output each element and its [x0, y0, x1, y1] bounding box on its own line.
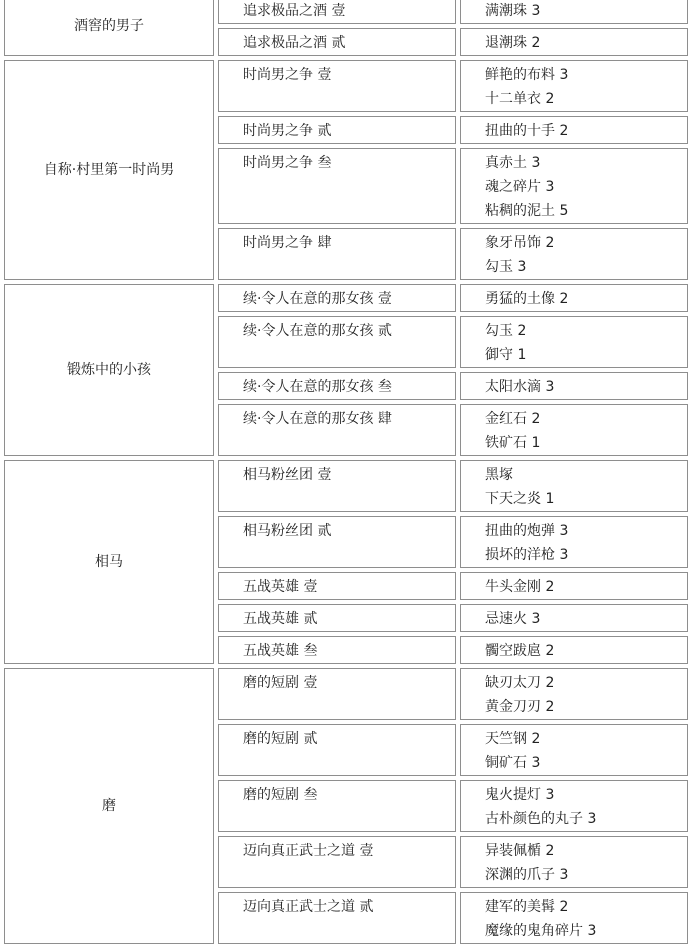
- npc-cell: [4, 0, 214, 56]
- required-item: 下天之炎 1: [485, 491, 555, 507]
- required-items-cell: [460, 572, 688, 600]
- quest-name: 五战英雄 贰: [243, 611, 318, 627]
- required-item: 勾玉 2: [485, 323, 527, 339]
- quest-name: 相马粉丝团 壹: [243, 467, 332, 483]
- quest-name-cell: [218, 516, 456, 568]
- npc-name: 相马: [95, 554, 123, 570]
- required-items-cell: [460, 892, 688, 944]
- npc-name: 锻炼中的小孩: [67, 362, 151, 378]
- required-items-cell: [460, 636, 688, 664]
- required-items-cell: [460, 148, 688, 224]
- quest-name-cell: [218, 668, 456, 720]
- required-item: 扭曲的十手 2: [485, 123, 569, 139]
- quest-name-cell: [218, 316, 456, 368]
- quest-name: 迈向真正武士之道 贰: [243, 899, 374, 915]
- quest-name: 磨的短剧 贰: [243, 731, 318, 747]
- quest-name-cell: [218, 60, 456, 112]
- quest-name: 时尚男之争 壹: [243, 67, 332, 83]
- required-item: 忌速火 3: [485, 611, 541, 627]
- npc-cell: [4, 460, 214, 664]
- quest-name-cell: [218, 148, 456, 224]
- required-item: 缺刃太刀 2: [485, 675, 555, 691]
- required-item: 古朴颜色的丸子 3: [485, 811, 597, 827]
- required-item: 勇猛的土像 2: [485, 291, 569, 307]
- npc-cell: [4, 284, 214, 456]
- required-item: 深渊的爪子 3: [485, 867, 569, 883]
- quest-name-cell: [218, 0, 456, 24]
- required-item: 铁矿石 1: [485, 435, 541, 451]
- required-item: 建军的美髯 2: [485, 899, 569, 915]
- quest-name: 时尚男之争 叁: [243, 155, 332, 171]
- quest-name-cell: [218, 724, 456, 776]
- required-item: 真赤土 3: [485, 155, 541, 171]
- required-item: 粘稠的泥土 5: [485, 203, 569, 219]
- npc-cell: [4, 668, 214, 944]
- npc-name: 酒窖的男子: [74, 18, 144, 34]
- required-items-cell: [460, 372, 688, 400]
- quest-name: 续·令人在意的那女孩 肆: [243, 411, 392, 427]
- quest-name: 续·令人在意的那女孩 壹: [243, 291, 392, 307]
- required-item: 十二单衣 2: [485, 91, 555, 107]
- required-items-cell: [460, 228, 688, 280]
- required-item: 御守 1: [485, 347, 527, 363]
- required-item: 满潮珠 3: [485, 3, 541, 19]
- required-item: 金红石 2: [485, 411, 541, 427]
- required-items-cell: [460, 28, 688, 56]
- quest-name-cell: [218, 28, 456, 56]
- required-items-cell: [460, 724, 688, 776]
- quest-name-cell: [218, 372, 456, 400]
- quest-name: 续·令人在意的那女孩 叁: [243, 379, 392, 395]
- quest-name: 时尚男之争 肆: [243, 235, 332, 251]
- required-item: 魂之碎片 3: [485, 179, 555, 195]
- required-items-cell: [460, 284, 688, 312]
- quest-name-cell: [218, 284, 456, 312]
- required-items-cell: [460, 668, 688, 720]
- required-item: 鲜艳的布料 3: [485, 67, 569, 83]
- required-items-cell: [460, 836, 688, 888]
- required-item: 天竺钢 2: [485, 731, 541, 747]
- quest-name: 迈向真正武士之道 壹: [243, 843, 374, 859]
- quest-name: 时尚男之争 贰: [243, 123, 332, 139]
- quest-name: 五战英雄 叁: [243, 643, 318, 659]
- required-items-cell: [460, 60, 688, 112]
- npc-name: 磨: [102, 798, 116, 814]
- quest-name-cell: [218, 572, 456, 600]
- required-item: 扭曲的炮弹 3: [485, 523, 569, 539]
- required-items-cell: [460, 0, 688, 24]
- required-item: 异装佩楯 2: [485, 843, 555, 859]
- required-items-cell: [460, 404, 688, 456]
- quest-name-cell: [218, 116, 456, 144]
- npc-name: 自称·村里第一时尚男: [43, 162, 175, 178]
- required-items-cell: [460, 460, 688, 512]
- required-item: 铜矿石 3: [485, 755, 541, 771]
- required-items-cell: [460, 116, 688, 144]
- quest-name-cell: [218, 836, 456, 888]
- required-item: 损坏的洋枪 3: [485, 547, 569, 563]
- quest-name-cell: [218, 892, 456, 944]
- quest-name-cell: [218, 780, 456, 832]
- quest-name: 追求极品之酒 贰: [243, 35, 346, 51]
- quest-name-cell: [218, 404, 456, 456]
- required-item: 黑塚: [485, 467, 513, 483]
- npc-cell: [4, 60, 214, 280]
- quest-name: 续·令人在意的那女孩 贰: [243, 323, 392, 339]
- required-items-cell: [460, 780, 688, 832]
- required-item: 象牙吊饰 2: [485, 235, 555, 251]
- required-items-cell: [460, 316, 688, 368]
- quest-name: 磨的短剧 叁: [243, 787, 318, 803]
- quest-name: 五战英雄 壹: [243, 579, 318, 595]
- required-items-cell: [460, 604, 688, 632]
- quest-name: 相马粉丝团 贰: [243, 523, 332, 539]
- required-item: 太阳水滴 3: [485, 379, 555, 395]
- required-item: 黄金刀刃 2: [485, 699, 555, 715]
- quest-name-cell: [218, 460, 456, 512]
- required-item: 鬼火提灯 3: [485, 787, 555, 803]
- quest-name: 磨的短剧 壹: [243, 675, 318, 691]
- quest-name-cell: [218, 604, 456, 632]
- required-item: 退潮珠 2: [485, 35, 541, 51]
- required-item: 髑空跋扈 2: [485, 643, 555, 659]
- required-items-cell: [460, 516, 688, 568]
- required-item: 牛头金刚 2: [485, 579, 555, 595]
- quest-name-cell: [218, 228, 456, 280]
- quest-name-cell: [218, 636, 456, 664]
- quest-name: 追求极品之酒 壹: [243, 3, 346, 19]
- required-item: 勾玉 3: [485, 259, 527, 275]
- required-item: 魔缘的鬼角碎片 3: [485, 923, 597, 939]
